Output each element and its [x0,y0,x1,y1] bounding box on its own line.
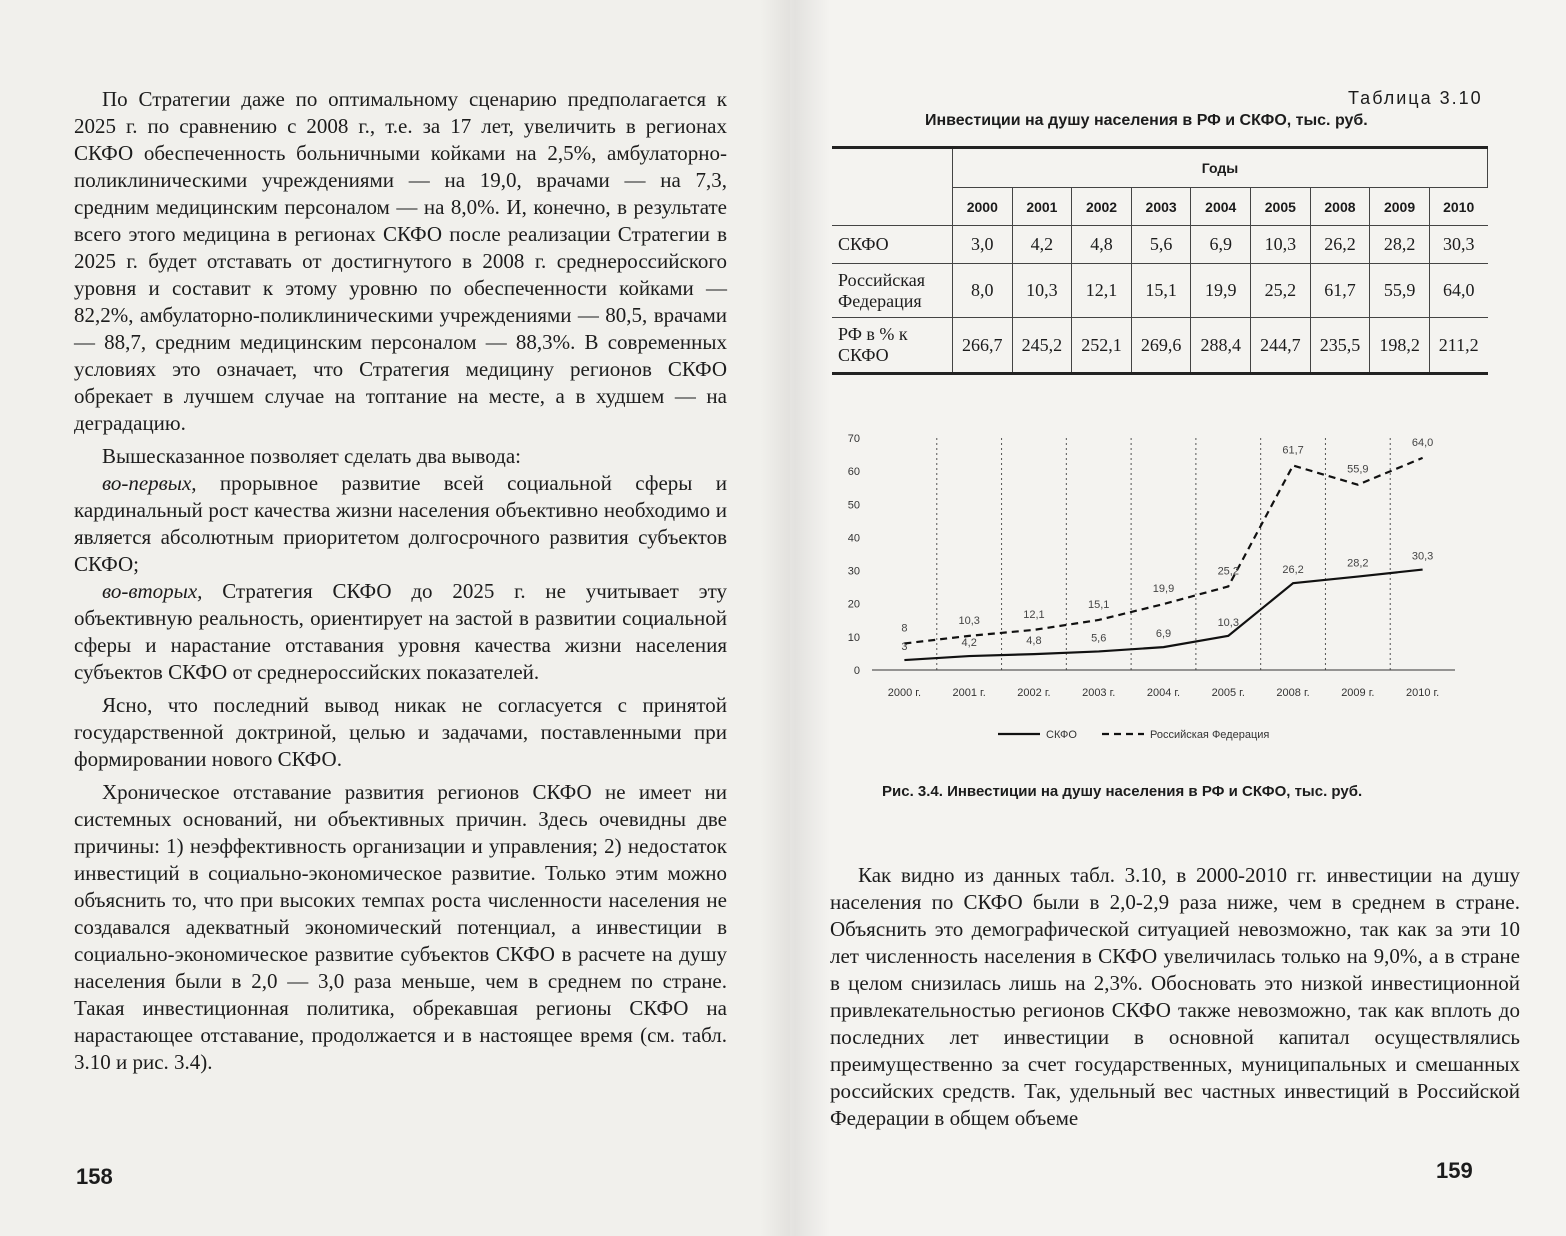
table-cell: 61,7 [1310,264,1370,318]
paragraph-doctrine: Ясно, что последний вывод никак не согласуется с принятой государственной доктриной, целью и задачами, поставленными при формировании нового СКФО. [74,693,727,771]
conclusion-2-text: Стратегия СКФО до 2025 г. не учитывает эту объективную реальность, ориентирует на застой в развитии социальной сферы и нарастание отставания уровня качества жизни населения субъектов СКФО от среднероссийских показателей. [74,579,727,684]
paragraph-strategy: По Стратегии даже по оптимальному сценарию предполагается к 2025 г. по сравнению с 2008 г., т.е. за 17 лет, увеличить в регионах СКФО обеспеченность больничными койками на 2,5%, амбулаторно-поликлиническими учреждениями — на 19,0, врачами — на 7,3, средним медицинским персоналом — на 8,0%. И, конечно, в результате всего этого медицина в регионах СКФО после реализации Стратегии в 2025 г. будет отставать от достигнутого в 2008 г. среднероссийского уровня и составит к этому уровню по обеспеченности койками — 82,2%, амбулаторно-поликлиническими учреждениями — 80,5, врачами — 88,7, средним медицинским персоналом — 88,3%. В современных условиях это означает, что Стратегия медицину регионов СКФО обрекает в лучшем случае на топтание на месте, а в худшем — на деградацию. [74,87,727,435]
table-cell: 252,1 [1072,318,1132,374]
year-header-2000: 2000 [953,188,1013,226]
conclusion-1-text: прорывное развитие всей социальной сферы и кардинальный рост качества жизни населения объективно необходимо и является абсолютным приоритетом долгосрочного развития субъектов СКФО; [74,471,727,576]
data-label: 61,7 [1282,444,1304,457]
legend-label-skfo: СКФО [1046,729,1077,741]
table-cell: 30,3 [1429,226,1487,264]
paragraph-conclusions-intro: Вышесказанное позволяет сделать два вывода: [102,444,522,468]
x-tick-label: 2000 г. [887,687,922,699]
investment-line-chart [830,422,1470,752]
table-row [832,318,1488,374]
y-tick-label: 40 [847,532,860,545]
table-cell: 19,9 [1191,264,1251,318]
data-label: 6,9 [1155,628,1172,641]
row-label: Российская Федерация [832,264,953,318]
table-cell: 25,2 [1251,264,1311,318]
data-label: 25,2 [1217,565,1239,578]
data-label: 5,6 [1091,632,1107,645]
right-text [830,862,1520,1138]
table-body [832,226,1488,374]
table-cell: 6,9 [1191,226,1251,264]
y-tick-label: 20 [847,598,860,611]
table-cell: 4,8 [1072,226,1132,264]
conclusion-1-lead: во-первых, [102,471,197,495]
table-cell: 5,6 [1131,226,1191,264]
row-label: СКФО [832,226,953,264]
table-cell: 15,1 [1131,264,1191,318]
table-title: Инвестиции на душу населения в РФ и СКФО, тыс. руб. [925,112,1368,129]
data-label: 64,0 [1411,436,1434,449]
year-header-2009: 2009 [1370,188,1430,226]
legend-label-rf: Российская Федерация [1150,729,1270,741]
data-label: 8 [901,622,908,635]
year-header-2002: 2002 [1072,188,1132,226]
table-cell: 10,3 [1251,226,1311,264]
x-tick-label: 2009 г. [1341,687,1375,699]
series-line-rf [904,458,1422,644]
table-cell: 288,4 [1191,318,1251,374]
table-cell: 269,6 [1131,318,1191,374]
table-cell: 10,3 [1012,264,1072,318]
table-row [832,264,1488,318]
x-tick-label: 2002 г. [1017,687,1051,699]
x-tick-label: 2008 г. [1276,687,1310,699]
table-cell: 64,0 [1429,264,1487,318]
data-label: 55,9 [1347,463,1369,476]
table-cell: 266,7 [953,318,1013,374]
data-label: 3 [901,641,908,654]
paragraph-chronic-lag: Хроническое отставание развития регионов СКФО не имеет ни системных оснований, ни объективных причин. Здесь очевидны две причины: 1) неэффективность организации и управления; 2) недостаток инвестиций в социально-экономическое развитие. Только этим можно объяснить то, что при высоких темпах роста численности населения не создавался адекватный экономический потенциал, а инвестиции в социально-экономическое развитие субъектов СКФО в расчете на душу населения были в 2,0 — 3,0 раза меньше, чем в среднем по стране. Такая инвестиционная политика, обрекавшая регионы СКФО на нарастающее отставание, продолжается и в настоящее время (см. табл. 3.10 и рис. 3.4). [74,780,727,1074]
table-cell: 26,2 [1310,226,1370,264]
page-number-left: 158 [76,1164,113,1189]
y-tick-label: 70 [847,433,860,445]
table-cell: 198,2 [1370,318,1430,374]
y-tick-label: 50 [847,499,860,512]
table-cell: 3,0 [953,226,1013,264]
right-page [790,0,1566,1236]
table-cell: 8,0 [953,264,1013,318]
y-tick-label: 60 [847,466,860,479]
data-label: 12,1 [1023,608,1045,621]
data-label: 15,1 [1088,598,1110,611]
year-header-2004: 2004 [1191,188,1251,226]
table-cell: 235,5 [1310,318,1370,374]
table-cell: 12,1 [1072,264,1132,318]
data-label: 10,3 [958,614,980,627]
data-label: 30,3 [1411,550,1434,563]
paragraph-analysis: Как видно из данных табл. 3.10, в 2000-2010 гг. инвестиции на душу населения по СКФО были в 2,0-2,9 раза ниже, чем в среднем в стране. Объяснить это демографической ситуацией невозможно, так как за эти 10 лет численность населения в СКФО увеличилась только на 9,0%, а в стране в целом снизилась лишь на 2,3%. Обосновать это низкой инвестиционной привлекательностью регионов СКФО также невозможно, так как вплоть до последних лет инвестиции в основной капитал осуществлялись преимущественно за счет государственных, муниципальных и смешанных российских средств. Так, удельный вес частных инвестиций в Российской Федерации в общем объеме [830,863,1520,1130]
y-tick-label: 0 [853,665,860,677]
year-header-2008: 2008 [1310,188,1370,226]
row-label: РФ в % к СКФО [832,318,953,374]
data-label: 28,2 [1347,557,1369,570]
table-row [832,226,1488,264]
table-cell: 211,2 [1429,318,1487,374]
table-cell: 244,7 [1251,318,1311,374]
table-corner [832,148,953,226]
year-header-2001: 2001 [1012,188,1072,226]
table-cell: 55,9 [1370,264,1430,318]
page-number-right: 159 [1436,1158,1473,1183]
book-gutter [760,0,830,1236]
x-tick-label: 2003 г. [1082,687,1116,699]
years-header: Годы [953,148,1488,188]
x-tick-label: 2010 г. [1405,687,1440,699]
y-tick-label: 10 [847,631,860,644]
paragraph-conclusion-1 [74,470,727,578]
left-text [74,86,727,1082]
data-label: 19,9 [1152,583,1175,596]
y-tick-label: 30 [847,565,860,578]
data-label: 26,2 [1282,564,1304,577]
conclusion-2-lead: во-вторых, [102,579,203,603]
table-cell: 245,2 [1012,318,1072,374]
table-label: Таблица 3.10 [1348,88,1483,108]
x-tick-label: 2001 г. [952,687,986,699]
paragraph-conclusion-2 [74,578,727,686]
year-header-2003: 2003 [1131,188,1191,226]
figure-caption: Рис. 3.4. Инвестиции на душу населения в РФ и СКФО, тыс. руб. [882,783,1363,800]
x-tick-label: 2004 г. [1146,687,1181,699]
year-header-2010: 2010 [1429,188,1487,226]
table-cell: 4,2 [1012,226,1072,264]
data-label: 4,2 [961,637,977,650]
x-tick-label: 2005 г. [1211,687,1245,699]
data-label: 10,3 [1217,616,1239,629]
year-header-2005: 2005 [1251,188,1311,226]
table-cell: 28,2 [1370,226,1430,264]
investment-table [832,146,1488,375]
data-label: 4,8 [1026,635,1042,648]
